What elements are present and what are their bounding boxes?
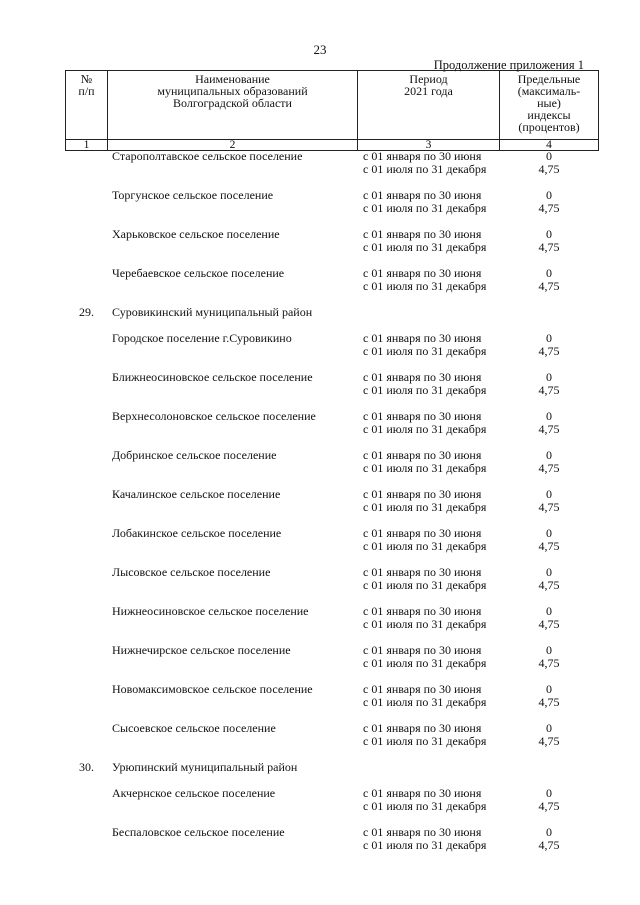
index-value: 0 4,75 xyxy=(538,266,560,293)
settlement-name: Нижнечирское сельское поселение xyxy=(112,643,291,657)
index-value: 0 4,75 xyxy=(538,786,560,813)
table-row xyxy=(65,605,598,644)
index-value: 0 4,75 xyxy=(538,487,560,514)
table-row xyxy=(65,787,598,826)
settlement-name: Нижнеосиновское сельское поселение xyxy=(112,604,309,618)
settlement-name: Харьковское сельское поселение xyxy=(112,227,280,241)
table-row xyxy=(65,826,598,865)
period: с 01 января по 30 июня с 01 июля по 31 декабря xyxy=(363,786,487,813)
period: с 01 января по 30 июня с 01 июля по 31 декабря xyxy=(363,604,487,631)
table-row xyxy=(65,644,598,683)
period: с 01 января по 30 июня с 01 июля по 31 декабря xyxy=(363,643,487,670)
district-name: Урюпинский муниципальный район xyxy=(112,760,298,774)
index-value: 0 4,75 xyxy=(538,227,560,254)
index-value: 0 4,75 xyxy=(538,448,560,475)
period: с 01 января по 30 июня с 01 июля по 31 декабря xyxy=(363,682,487,709)
table-row xyxy=(65,449,598,488)
period: с 01 января по 30 июня с 01 июля по 31 декабря xyxy=(363,266,487,293)
settlement-name: Акчернское сельское поселение xyxy=(112,786,276,800)
index-value: 0 4,75 xyxy=(538,331,560,358)
settlement-name: Лысовское сельское поселение xyxy=(112,565,271,579)
settlement-name: Черебаевское сельское поселение xyxy=(112,266,285,280)
header-number: № п/п xyxy=(66,71,108,140)
settlement-name: Ближнеосиновское сельское поселение xyxy=(112,370,313,384)
continuation-note: Продолжение приложения 1 xyxy=(433,58,584,72)
period: с 01 января по 30 июня с 01 июля по 31 декабря xyxy=(363,825,487,852)
table-row xyxy=(65,683,598,722)
period: с 01 января по 30 июня с 01 июля по 31 декабря xyxy=(363,370,487,397)
period: с 01 января по 30 июня с 01 июля по 31 декабря xyxy=(363,487,487,514)
district-name: Суровикинский муниципальный район xyxy=(112,305,313,319)
index-value: 0 4,75 xyxy=(538,370,560,397)
table-row xyxy=(65,566,598,605)
page-number: 23 xyxy=(313,42,327,57)
table-row xyxy=(65,332,598,371)
settlement-name: Добринское сельское поселение xyxy=(112,448,277,462)
period: с 01 января по 30 июня с 01 июля по 31 декабря xyxy=(363,149,487,176)
index-value: 0 4,75 xyxy=(538,721,560,748)
table-header xyxy=(65,70,599,151)
table-row xyxy=(65,488,598,527)
settlement-name: Верхнесолоновское сельское поселение xyxy=(112,409,316,423)
table-row xyxy=(65,150,598,189)
table-row xyxy=(65,228,598,267)
index-value: 0 4,75 xyxy=(538,526,560,553)
index-value: 0 4,75 xyxy=(538,565,560,592)
table-row xyxy=(65,527,598,566)
table-body xyxy=(65,150,598,865)
column-number-2: 2 xyxy=(108,140,358,151)
period: с 01 января по 30 июня с 01 июля по 31 декабря xyxy=(363,526,487,553)
period: с 01 января по 30 июня с 01 июля по 31 декабря xyxy=(363,409,487,436)
column-number-3: 3 xyxy=(358,140,500,151)
settlement-name: Городское поселение г.Суровикино xyxy=(112,331,292,345)
settlement-name: Качалинское сельское поселение xyxy=(112,487,281,501)
settlement-name: Сысоевское сельское поселение xyxy=(112,721,276,735)
settlement-name: Новомаксимовское сельское поселение xyxy=(112,682,313,696)
table-row xyxy=(65,371,598,410)
district-row xyxy=(65,761,598,787)
period: с 01 января по 30 июня с 01 июля по 31 декабря xyxy=(363,227,487,254)
table-row xyxy=(65,267,598,306)
index-value: 0 4,75 xyxy=(538,409,560,436)
header-name: Наименование муниципальных образований Волгоградской области xyxy=(108,71,358,140)
period: с 01 января по 30 июня с 01 июля по 31 декабря xyxy=(363,188,487,215)
period: с 01 января по 30 июня с 01 июля по 31 декабря xyxy=(363,721,487,748)
index-value: 0 4,75 xyxy=(538,682,560,709)
row-number: 29. xyxy=(79,305,94,319)
period: с 01 января по 30 июня с 01 июля по 31 декабря xyxy=(363,448,487,475)
settlement-name: Старополтавское сельское поселение xyxy=(112,149,303,163)
column-number-1: 1 xyxy=(66,140,108,151)
index-value: 0 4,75 xyxy=(538,643,560,670)
table-row xyxy=(65,189,598,228)
column-number-4: 4 xyxy=(500,140,599,151)
table-row xyxy=(65,410,598,449)
index-value: 0 4,75 xyxy=(538,149,560,176)
settlement-name: Беспаловское сельское поселение xyxy=(112,825,285,839)
index-value: 0 4,75 xyxy=(538,825,560,852)
index-value: 0 4,75 xyxy=(538,604,560,631)
period: с 01 января по 30 июня с 01 июля по 31 декабря xyxy=(363,565,487,592)
header-period: Период 2021 года xyxy=(358,71,500,140)
settlement-name: Торгунское сельское поселение xyxy=(112,188,274,202)
district-row xyxy=(65,306,598,332)
header-index: Предельные (максималь- ные) индексы (процентов) xyxy=(500,71,599,140)
row-number: 30. xyxy=(79,760,94,774)
index-value: 0 4,75 xyxy=(538,188,560,215)
period: с 01 января по 30 июня с 01 июля по 31 декабря xyxy=(363,331,487,358)
table-row xyxy=(65,722,598,761)
settlement-name: Лобакинское сельское поселение xyxy=(112,526,282,540)
